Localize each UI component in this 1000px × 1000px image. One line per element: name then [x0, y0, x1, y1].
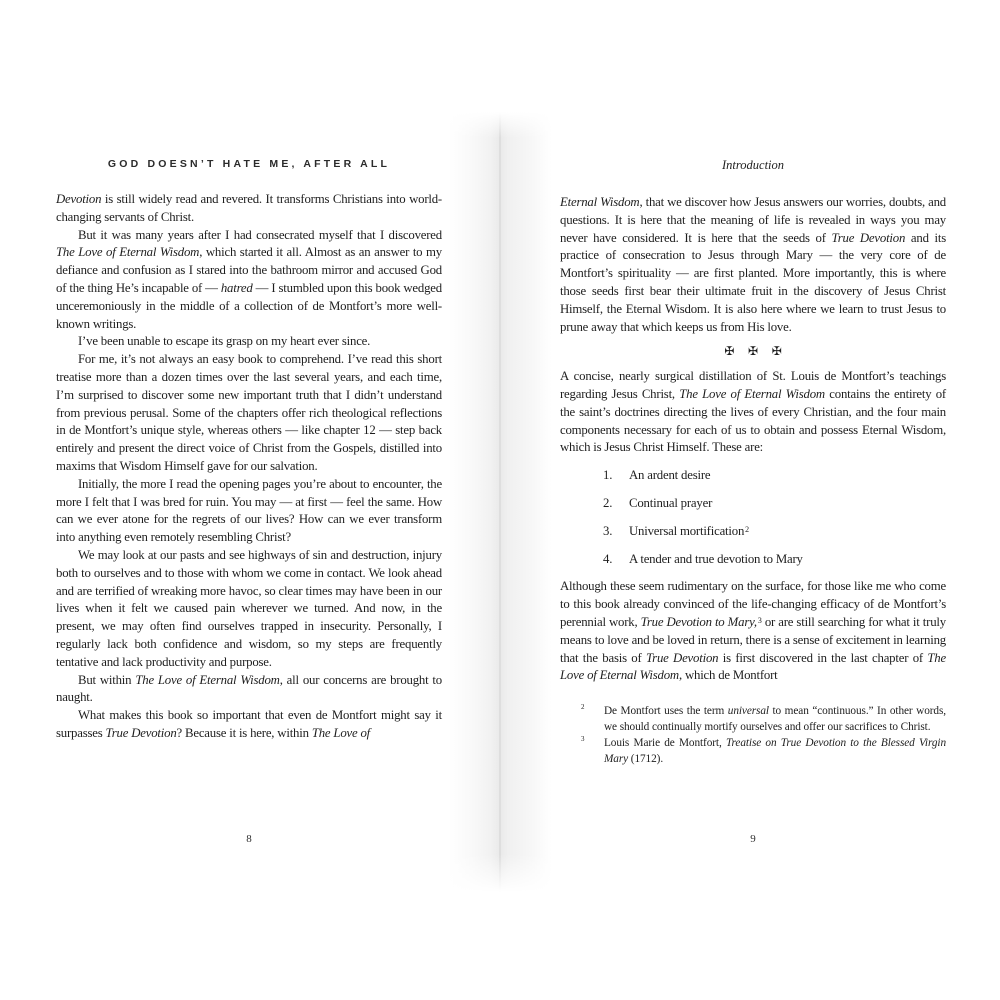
page-number-left: 8 — [246, 833, 252, 845]
list-item: 3. Universal mortification$^2$ — [560, 523, 946, 541]
list-item: 4. A tender and true devotion to Mary — [560, 551, 946, 569]
gutter-shadow — [448, 112, 552, 892]
left-page-body — [56, 191, 442, 743]
footnotes — [560, 704, 946, 767]
list-number: 1. — [603, 468, 613, 483]
paragraph: For me, it’s not always an easy book to comprehend. I’ve read this short treatise more than a dozen times over the last several years, and each time, I’m surprised to discover some new important truth that I didn’t understand from previous perusal. Some of the chapters offer rich theological reflections in de Montfort’s unique style, whereas others — like chapter 12 — step back entirely and present the direct voice of Christ from the Gospels, distilled into maxims that Wisdom Himself gave for our salvation. — [56, 352, 442, 473]
running-head-left: GOD DOESN’T HATE ME, AFTER ALL — [107, 158, 391, 170]
right-page-closing — [560, 578, 946, 685]
footnote-text: De Montfort uses the term universal to mean “continuous.” In other words, we should continually mortify ourselves and offer our sacrifices to Christ. — [604, 705, 946, 733]
numbered-list — [560, 467, 946, 568]
right-page-body — [560, 194, 946, 767]
paragraph: What makes this book so important that even de Montfort might say it surpasses True Devotion? Because it is here, within The Love of — [56, 708, 442, 740]
left-page — [56, 158, 442, 743]
list-number: 3. — [603, 523, 613, 538]
list-item: 1. An ardent desire — [560, 467, 946, 485]
cross-ornament: ✠ ✠ ✠ — [724, 344, 782, 359]
paragraph: I’ve been unable to escape its grasp on my heart ever since. — [78, 334, 371, 349]
footnote: 3 Louis Marie de Montfort, Treatise on True Devotion to the Blessed Virgin Mary (1712). — [581, 734, 946, 765]
paragraph: We may look at our pasts and see highways of sin and destruction, injury both to ourselves and to those with whom we come in contact. We look ahead and are terrified of wreaking more havoc, so clear times may have been in our lives when it felt we caused pain wherever we turned. And now, in the present, we may often find ourselves trapped in insecurity. Personally, I regularly lack both confidence and wisdom, so my steps are frequently tentative and lack productivity and purpose. — [56, 547, 442, 669]
page-number-right: 9 — [750, 833, 756, 845]
list-number: 2. — [603, 495, 613, 510]
right-page-opening — [560, 194, 946, 336]
right-page — [560, 158, 946, 767]
paragraph: A concise, nearly surgical distillation of St. Louis de Montfort’s teachings regarding Jesus Christ, The Love of Eternal Wisdom contains the entirety of the saint’s doctrines directing the lives of every Christian, and the four main components necessary for each of us to obtain and possess Eternal Wisdom, which is Jesus Christ Himself. These are: — [560, 369, 946, 455]
list-number: 4. — [603, 551, 613, 566]
running-head-right: Introduction — [721, 158, 785, 172]
paragraph: Devotion is still widely read and revered. It transforms Christians into world-changing servants of Christ. — [56, 192, 442, 224]
spine-line — [499, 112, 501, 892]
right-page-middle — [560, 368, 946, 457]
footnote-text: Louis Marie de Montfort, Treatise on True Devotion to the Blessed Virgin Mary (1712). — [604, 736, 946, 765]
paragraph: Initially, the more I read the opening pages you’re about to encounter, the more I felt that I was bred for ruin. You may — at first — feel the same. How can we ever atone for the regrets of our lives? How can we ever transform into anything even remotely resembling Christ? — [56, 476, 442, 545]
paragraph: Eternal Wisdom, that we discover how Jesus answers our worries, doubts, and questions. It is here that the meaning of life is revealed in ways you may never have considered. It is here that the seeds of True Devotion and its practice of consecration to Jesus through Mary — the very core of de Montfort’s spirituality — are first planted. More importantly, this is where those seeds first bear their ultimate fruit in the discovery of Jesus Christ Himself, the Eternal Wisdom. It is also here where we learn to trust Jesus to prune away that which keeps us from His love. — [560, 195, 946, 334]
list-item: 2. Continual prayer — [560, 495, 946, 513]
paragraph: But within The Love of Eternal Wisdom, all our concerns are brought to naught. — [56, 672, 442, 705]
paragraph: Although these seem rudimentary on the surface, for those like me who come to this book already convinced of the life-changing efficacy of de Montfort’s perennial work, True Devotion to Mary,$^3$ or are still searching for what it truly means to love and be loved in return, there is a sense of excitement in learning that the basis of True Devotion is first discovered in the last chapter of The Love of Eternal Wisdom, which de Montfort — [560, 579, 946, 683]
paragraph: But it was many years after I had consecrated myself that I discovered The Love of Eternal Wisdom, which started it all. Almost as an answer to my defiance and confusion as I stared into the bathroom mirror and accused God of the thing He’s incapable of — hatred — I stumbled upon this book wedged unceremoniously in the middle of a collection of de Montfort’s more well-known writings. — [56, 227, 442, 331]
footnote: 2 De Montfort uses the term universal to mean “continuous.” In other words, we should continually mortify ourselves and offer our sacrifices to Christ. — [581, 703, 946, 733]
